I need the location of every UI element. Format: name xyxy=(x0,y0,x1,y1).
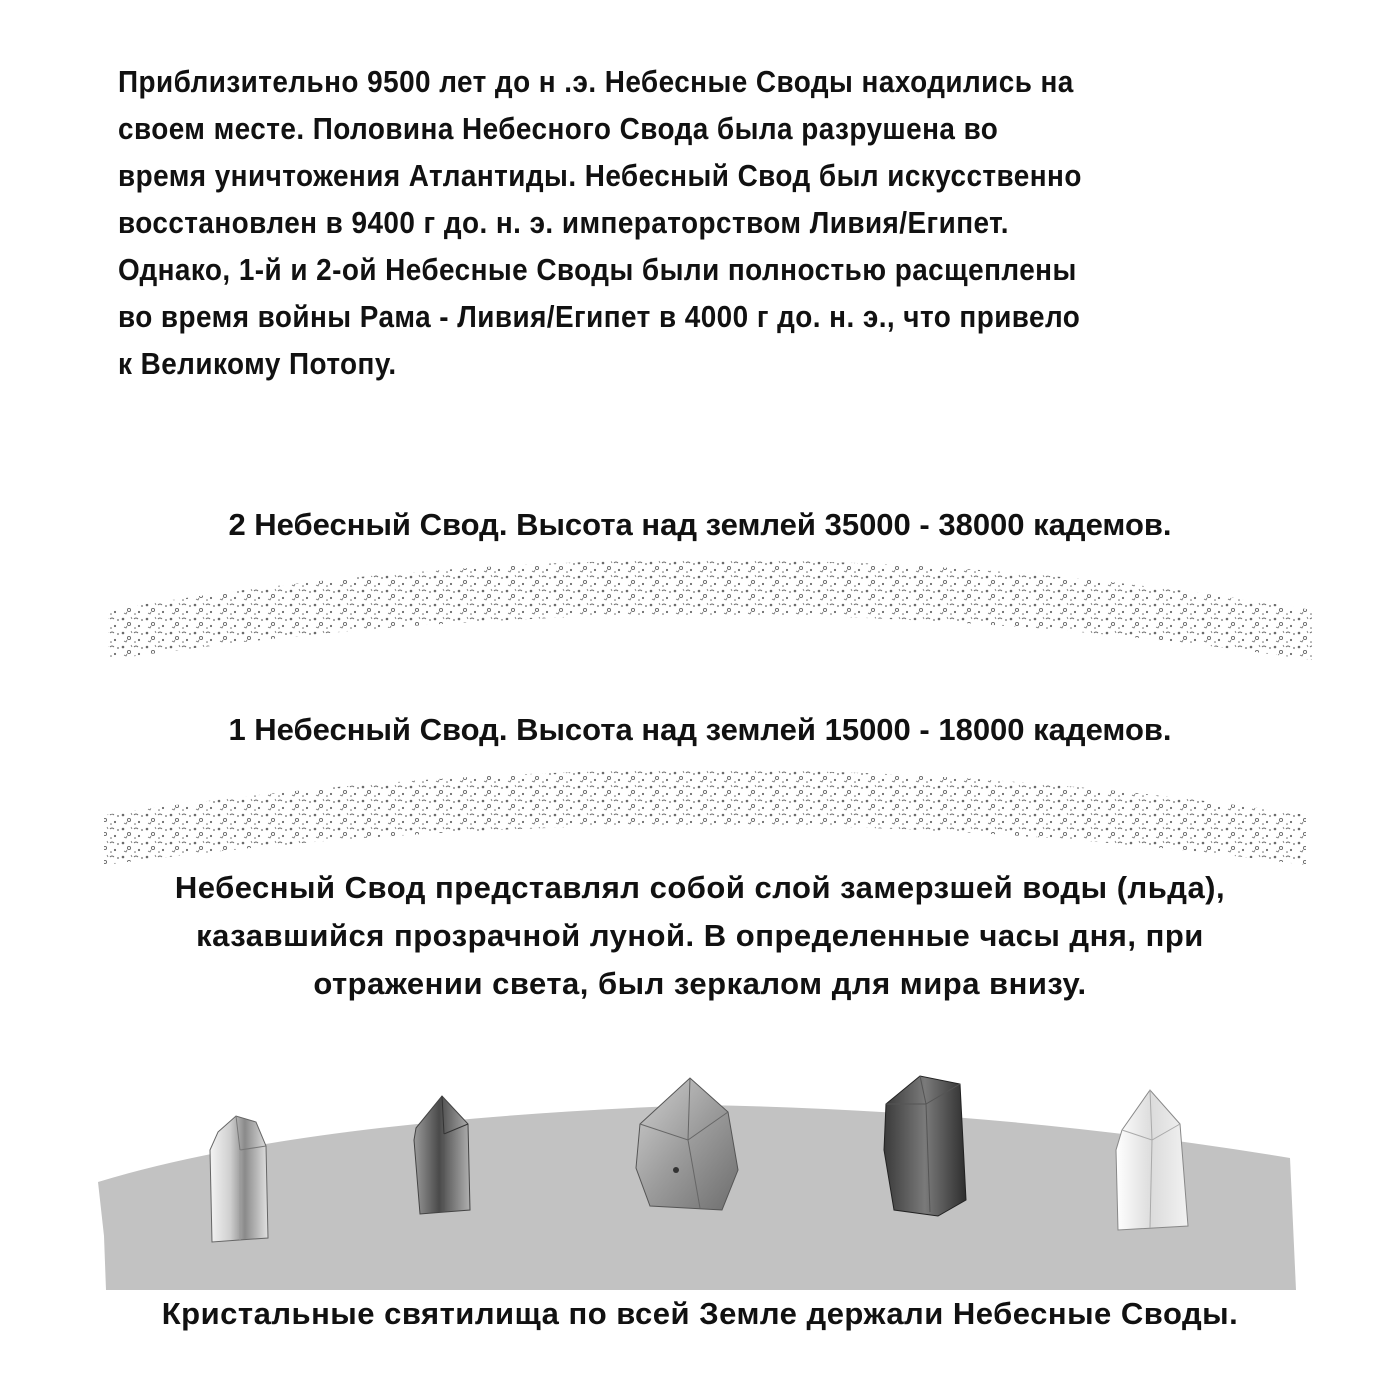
crystal-5-icon xyxy=(1116,1090,1188,1230)
vault-1-arc xyxy=(104,770,1306,865)
vault-2-arc xyxy=(108,560,1312,660)
crystal-1-icon xyxy=(210,1116,268,1242)
crystal-3-icon xyxy=(636,1078,738,1210)
crystal-caption: Кристальные святилища по всей Земле держали Небесные Своды. xyxy=(161,1296,1239,1331)
vault-2-label: 2 Небесный Свод. Высота над землей 35000 - 38000 кадемов. xyxy=(228,507,1172,542)
intro-paragraph: Приблизительно 9500 лет до н .э. Небесные Своды находились на своем месте. Половина Небесного Свода была разрушена во время уничтожения Атлантиды. Небесный Свод был искусственно восстановлен в 9400 г до. н. э. императорством Ливия/Египет. Однако, 1-й и 2-ой Небесные Своды были полностью расщеплены во время войны Рама - Ливия/Египет в 4000 г до. н. э., что привело к Великому Потопу. xyxy=(118,64,1082,381)
crystal-2-icon xyxy=(414,1096,470,1214)
crystal-4-icon xyxy=(884,1076,966,1216)
vault-1-label: 1 Небесный Свод. Высота над землей 15000 - 18000 кадемов. xyxy=(228,712,1172,747)
vault-description: Небесный Свод представлял собой слой замерзшей воды (льда), казавшийся прозрачной луной. В определенные часы дня, при отражении света, был зеркалом для мира внизу. xyxy=(174,870,1226,1001)
